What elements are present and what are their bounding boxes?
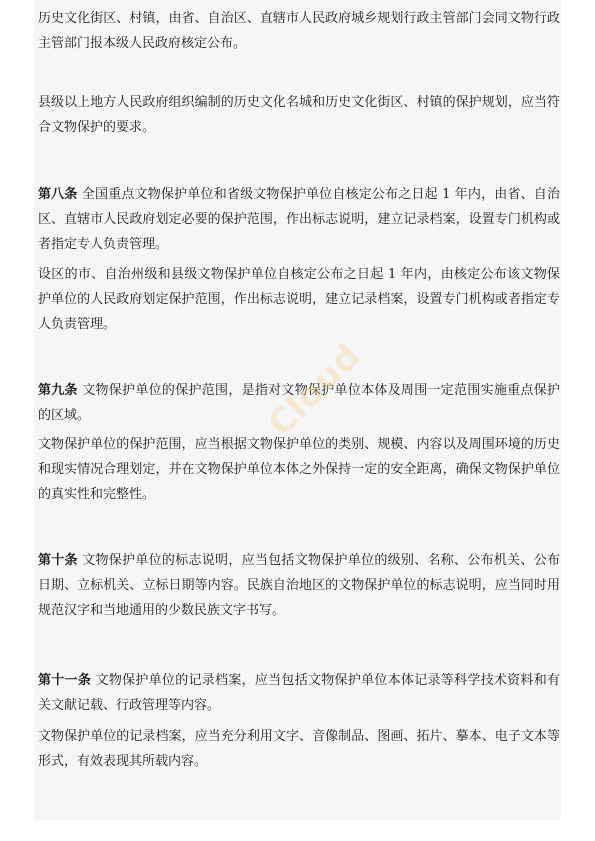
paragraph-9-text: 文物保护单位的记录档案，应当充分利用文字、音像制品、图画、拓片、摹本、电子文本等形式，有效表现其所载内容。 bbox=[38, 729, 560, 769]
paragraph-4 bbox=[38, 262, 560, 337]
paragraph-2 bbox=[38, 90, 560, 140]
cloud-watermark: Cloud bbox=[260, 335, 370, 445]
paragraph-4-text: 设区的市、自治州级和县级文物保护单位自核定公布之日起 1 年内，由核定公布该文物保护单位的人民政府划定保护范围，作出标志说明，建立记录档案，设置专门机构或者指定专人负责管理。 bbox=[38, 267, 560, 332]
paragraph-1 bbox=[38, 6, 560, 56]
article-9-text: 文物保护单位的保护范围，是指对文物保护单位本体及周围一定范围实施重点保护的区域。 bbox=[38, 383, 560, 423]
paragraph-1-text: 历史文化街区、村镇，由省、自治区、直辖市人民政府城乡规划行政主管部门会同文物行政主管部门报本级人民政府核定公布。 bbox=[38, 11, 560, 51]
article-11 bbox=[38, 668, 560, 718]
paragraph-2-text: 县级以上地方人民政府组织编制的历史文化名城和历史文化街区、村镇的保护规划，应当符合文物保护的要求。 bbox=[38, 95, 560, 135]
article-8 bbox=[38, 182, 560, 257]
article-11-text: 文物保护单位的记录档案，应当包括文物保护单位本体记录等科学技术资料和有关文献记载、行政管理等内容。 bbox=[38, 673, 560, 713]
document-page bbox=[34, 0, 561, 820]
article-10-text: 文物保护单位的标志说明，应当包括文物保护单位的级别、名称、公布机关、公布日期、立标机关、立标日期等内容。民族自治地区的文物保护单位的标志说明，应当同时用规范汉字和当地通用的少数民族文字书写。 bbox=[38, 553, 560, 618]
article-11-title: 第十一条 bbox=[38, 673, 92, 688]
article-9 bbox=[38, 378, 560, 428]
article-8-text: 全国重点文物保护单位和省级文物保护单位自核定公布之日起 1 年内，由省、自治区、直辖市人民政府划定必要的保护范围，作出标志说明，建立记录档案，设置专门机构或者指定专人负责管理。 bbox=[38, 187, 560, 252]
article-10 bbox=[38, 548, 560, 623]
article-10-title: 第十条 bbox=[38, 553, 78, 568]
paragraph-6 bbox=[38, 432, 560, 507]
article-9-title: 第九条 bbox=[38, 383, 78, 398]
article-8-title: 第八条 bbox=[38, 187, 78, 202]
paragraph-6-text: 文物保护单位的保护范围，应当根据文物保护单位的类别、规模、内容以及周围环境的历史和现实情况合理划定，并在文物保护单位本体之外保持一定的安全距离，确保文物保护单位的真实性和完整性。 bbox=[38, 437, 560, 502]
paragraph-9 bbox=[38, 724, 560, 774]
